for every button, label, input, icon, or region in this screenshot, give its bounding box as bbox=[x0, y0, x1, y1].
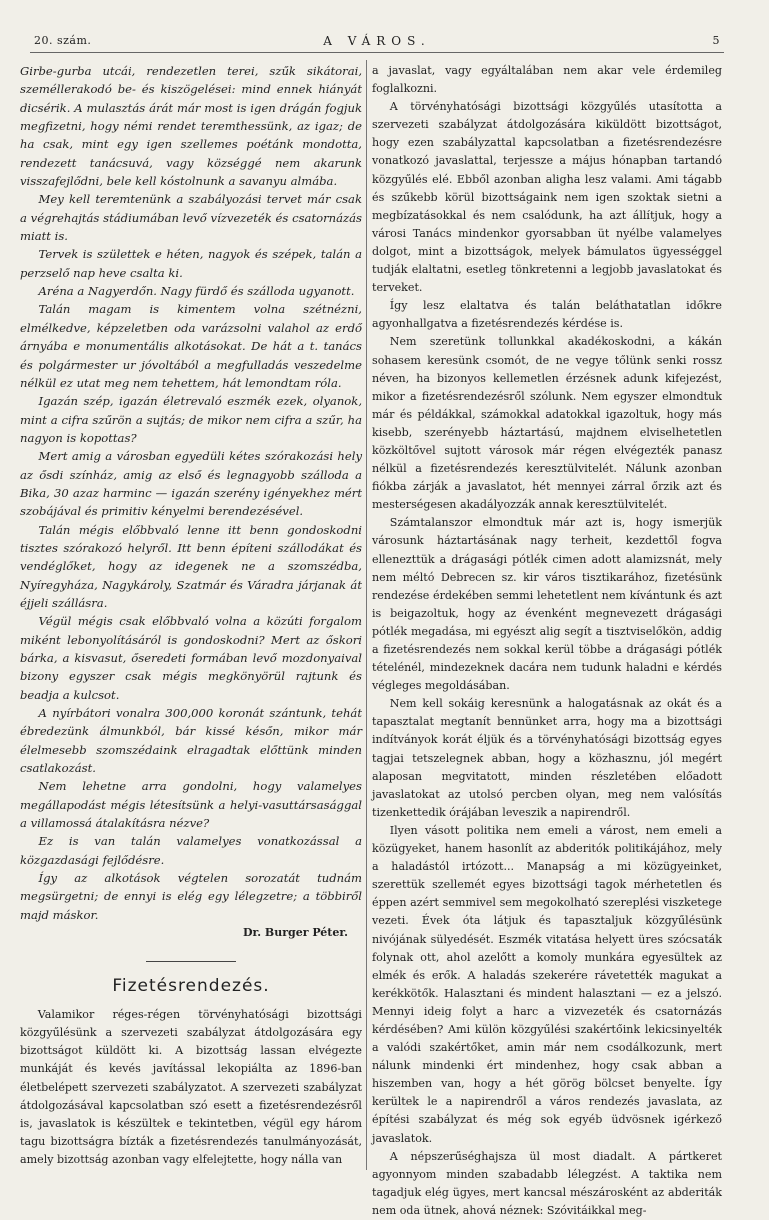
italic-paragraph: Mey kell teremtenünk a szabályozási tervet már csak a végrehajtás stádiumában levő vízvezeték és csatornázás miatt is. bbox=[20, 192, 362, 244]
column-divider bbox=[366, 60, 367, 1170]
italic-paragraph: Talán mégis előbbvaló lenne itt benn gondoskodni tisztes szórakozó helyről. Itt benn építeni szállodákat és vendéglőket, hogy az idegenek ne a szomszédba, Nyíregyháza, Nagykároly, Szatmár és Váradra járjanak át éjjeli szállásra. bbox=[20, 522, 362, 610]
section-title: Fizetésrendezés. bbox=[112, 976, 270, 997]
journal-title: A VÁROS. bbox=[323, 34, 431, 48]
paragraph: Nem kell sokáig keresnünk a halogatásnak az okát és a tapasztalat megtanít bennünket arra, hogy ma a bizottsági indítványok korát éljük és a törvényhatósági bizottság egyes tagjai tetszelegnek abban, hogy a közhasznu, jól megért alaposan megvitatott, minden részletében előadott javaslatokat az utolsó percben olyan, meg nem valósítás tizenkettedik órájában leveszik a napirendről. bbox=[372, 697, 722, 819]
italic-paragraph: Nem lehetne arra gondolni, hogy valamelyes megállapodást mégis létesítsünk a helyi-vasuttársasággal a villamossá átalakításra nézve? bbox=[20, 779, 362, 831]
paragraph: a javaslat, vagy egyáltalában nem akar vele érdemileg foglalkozni. bbox=[372, 64, 722, 96]
feuilleton-text bbox=[20, 62, 362, 924]
left-column bbox=[20, 62, 362, 1172]
paragraph: Számtalanszor elmondtuk már azt is, hogy ismerjük városunk háztartásának nagy terheit, kezdettől fogva ellenezttük a drágasági pótlék cimen adott alamizsnát, mely nem méltó Debrecen sz. kir város tisztikarához, fizetésünk rendezése érdekében semmi lehetetlent nem kívántunk és azt is beigazoltuk, hogy az évenként megnevezett drágasági pótlék megadása, mi egyészt alig segít a tisztviselőkön, addig a fizetésrendezés nem sokkal kerül többe a drágasági pótlék tételénél, mindezeknek dacára nem tudunk haladni e kérdés végleges megoldásában. bbox=[372, 516, 722, 693]
italic-paragraph: Aréna a Nagyerdőn. Nagy fürdő és szálloda ugyanott. bbox=[38, 284, 355, 299]
paragraph: Nem szeretünk tollunkkal akadékoskodni, a kákán sohasem keresünk csomót, de ne vegye tőlünk senki rossz néven, ha bizonyos kellemetlen érzésnek adunk kifejezést, mikor a fizetésrendezésről szólunk. Nem egyszer elmondtuk már és példákkal, számokkal adatokkal igazoltuk, hogy más kisebb, szerényebb háztartású, majdnem elviselhetetlen közköltővel sujtott városok már régen elvégezték panasz nélkül a fizetésrendezés keresztülvitelét. Nálunk azonban fiókba zárják a javaslatot, hét mennyei zárral őrzik azt és mesterségesen akadályozzák annak keresztülvitelét. bbox=[372, 335, 722, 512]
italic-paragraph: Végül mégis csak előbbvaló volna a közúti forgalom miként lebonyolításáról is gondoskodni? Mert az őskori bárka, a kisvasut, őseredeti formában levő mozdonyaival bizony egyszer csak mégis megkönyörül rajtunk és beadja a kulcsot. bbox=[20, 614, 362, 702]
italic-paragraph: Ez is van talán valamelyes vonatkozással a közgazdasági fejlődésre. bbox=[20, 834, 362, 867]
italic-paragraph: Tervek is születtek e héten, nagyok és szépek, talán a perzselő nap heve csalta ki. bbox=[20, 247, 362, 280]
italic-paragraph: A nyírbátori vonalra 300,000 koronát szántunk, tehát ébredezünk álmunkból, bár kissé későn, mikor már élelmesebb szomszédaink elragadtak előttünk minden csatlakozást. bbox=[20, 706, 362, 776]
paragraph: Valamikor réges-régen törvényhatósági bizottsági közgyűlésünk a szervezeti szabályzat átdolgozására egy bizottságot küldött ki. A bizottság lassan elvégezte munkáját és kevés javítással lekopiálta az 1896-ban életbelépett szervezeti szabályzatot. A szervezeti szabályzat átdolgozásával kapcsolatban szó esett a fizetésrendezésről is, javaslatok is készültek e tekintetben, végül egy három tagu bizottságra bízták a fizetésrendezés tanulmányozását, amely bizottság azonban vagy elfelejtette, hogy nálla van bbox=[20, 1008, 362, 1166]
italic-paragraph: Mert amig a városban egyedüli kétes szórakozási hely az ősdi színház, amig az első és legnagyobb szálloda a Bika, 30 azaz harminc — igazán szerény igényekhez mért szobájával és primitiv kényelmi berendezésével. bbox=[20, 449, 362, 519]
paragraph: Így lesz elaltatva és talán beláthatatlan időkre agyonhallgatva a fizetésrendezés kérdése is. bbox=[372, 299, 722, 331]
author-signature: Dr. Burger Péter. bbox=[242, 926, 348, 940]
paragraph: A törvényhatósági bizottsági közgyűlés utasította a szervezeti szabályzat átdolgozására kiküldött bizottságot, hogy ezen szabályzattal kapcsolatban a fizetésrendezésre vonatkozó javaslattal, terjessze a május hónapban tartandó közgyűlés elé. Ebből azonban aligha lesz valami. Ami tágabb és szűkebb körül bizottságaink nem igen szoktak sietni a megbízatásokkal és nem csalódunk, ha azt állítjuk, hogy a városi Tanács mindenkor gyorsabban üt nyélbe valamelyes dolgot, mint a bizottságok, melyek bámulatos ügyességgel tudják elaltatni, esetleg tönkretenni a legjobb javaslatokat és terveket. bbox=[372, 100, 722, 295]
section-separator bbox=[146, 961, 236, 962]
right-column bbox=[372, 62, 722, 1217]
page-number: 5 bbox=[712, 34, 720, 47]
page-header bbox=[34, 30, 720, 50]
paragraph: Ilyen vásott politika nem emeli a várost, nem emeli a közügyeket, hanem hasonlít az abderitók politikájához, mely a haladástól irtózott... Manapság a mi közügyeinket, szerettük szellemét egyes bizottsági tagok mérhetetlen és éppen azért semmivel sem megokolható szereplési viszketege vezeti. Évek óta látjuk és tapasztaljuk közgyűlésünk nivójának sülyedését. Eszmék vitatása helyett üres szócsaták folynak ott, ahol azelőtt a komoly munkára egyesültek az elmék és erők. A haladás szekerére rávetették magukat a kerékkötők. Halasztani és mindent halasztani — ez a jelszó. Mennyi ideig folyt a harc a vizvezeték és csatornázás kérdésében? Ami külön közgyűlési szakértőink lekicsinyelték a valódi szakértőket, amin már nem csodálkozunk, mert nálunk mindenki ért mindenhez, hogy csak abban a hiszemben van, hogy a hét görög bölcset benyelte. Így kerültek le a napirendről a város rendezés javaslata, az építési szabályzat és még sok egyéb üdvösnek igérkező javaslatok. bbox=[372, 823, 722, 1145]
italic-paragraph: Girbe-gurba utcái, rendezetlen terei, szűk sikátorai, személlerakodó be- és kiszögelései: mind ennek hiányát dicsérik. A mulasztás árát már most is igen drágán fogjuk megfizetni, hogy némi rendet teremthessünk, az igaz; de ha csak, mint egy igen szellemes poétánk mondotta, rendezett tanácsuvá, vagy községgé nem akarunk visszafejlődni, bele kell kóstolnunk a savanyu almába. bbox=[20, 64, 362, 189]
paragraph: A népszerűséghajszа ül most diadalt. A pártkeret agyonnyom minden szabadabb lélegzést. A taktika nem tagadjuk elég ügyes, mert kancsal mészárosként az abderiták nem oda ütnek, ahová néznek: Szóvitáikkal meg- bbox=[372, 1149, 722, 1217]
header-rule bbox=[30, 52, 724, 53]
italic-paragraph: Így az alkotások végtelen sorozatát tudnám megsürgetni; de ennyi is elég egy lélegzetre; a többiről majd máskor. bbox=[20, 871, 362, 922]
italic-paragraph: Igazán szép, igazán életrevaló eszmék ezek, olyanok, mint a cifra szűrön a sujtás; de mikor nem cifra a szűr, ha nagyon is kopottas? bbox=[20, 394, 362, 445]
italic-paragraph: Talán magam is kimentem volna szétnézni, elmélkedve, képzeletben oda varázsolni valahol az erdő árnyába e monumentális alkotásokat. De hát a t. tanács és polgármester ur jóvoltából a megfulladás veszedelme nélkül ez utat meg nem tehettem, hát lemondtam róla. bbox=[20, 302, 362, 390]
issue-number: 20. szám. bbox=[34, 34, 92, 47]
